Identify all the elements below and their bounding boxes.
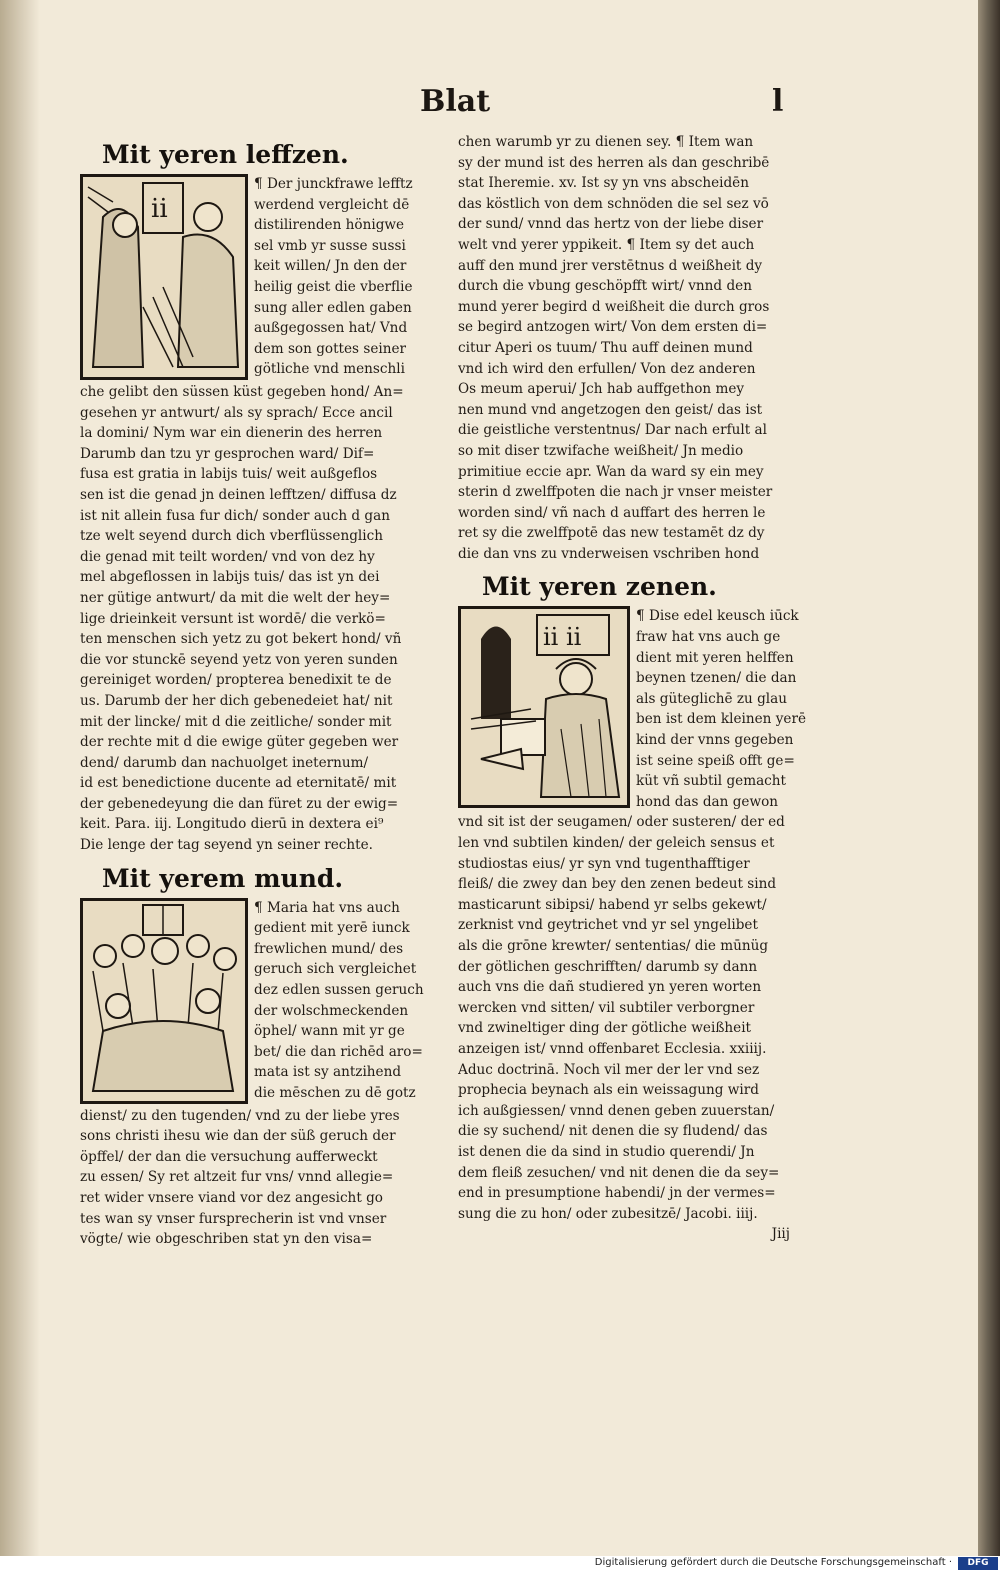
text-line: gereiniget worden/ propterea benedixit te de bbox=[80, 672, 392, 689]
text-line: end in presumptione habendi/ jn der vermes= bbox=[458, 1185, 776, 1202]
text-line: vögte/ wie obgeschriben stat yn den visa= bbox=[80, 1231, 373, 1248]
text-line: ¶ Der junckfrawe lefftz bbox=[254, 176, 413, 192]
text-line: Die lenge der tag seyend yn seiner rechte. bbox=[80, 837, 373, 854]
text-line: ¶ Maria hat vns auch bbox=[254, 899, 400, 916]
left-column bbox=[80, 140, 432, 1250]
pentecost-woodcut bbox=[80, 898, 248, 1104]
virgin-reading-woodcut bbox=[458, 606, 630, 808]
text-line: dez edlen sussen geruch bbox=[254, 982, 424, 999]
text-line: gesehen yr antwurt/ als sy sprach/ Ecce ancil bbox=[80, 404, 393, 421]
running-header: Blat bbox=[420, 84, 491, 119]
text-line: als die grōne krewter/ sententias/ die mūnüg bbox=[458, 937, 769, 954]
text-line: sons christi ihesu wie dan der süß geruch der bbox=[80, 1128, 396, 1145]
text-line: sung aller edlen gaben bbox=[254, 299, 412, 316]
text-line: die geistliche verstentnus/ Dar nach erfult al bbox=[458, 422, 767, 439]
text-line: Os meum aperui/ Jch hab auffgethon mey bbox=[458, 381, 745, 398]
section-mouth bbox=[80, 898, 432, 1250]
text-line: der gebenedeyung die dan füret zu der ewig= bbox=[80, 795, 399, 812]
text-line: frewlichen mund/ des bbox=[254, 940, 404, 957]
text-line: mata ist sy antzihend bbox=[254, 1064, 402, 1081]
text-line: öpffel/ der dan die versuchung aufferweckt bbox=[80, 1148, 378, 1165]
text-line: außgegossen hat/ Vnd bbox=[254, 320, 408, 337]
footer-credit: Digitalisierung gefördert durch die Deutsche Forschungsgemeinschaft · bbox=[594, 1557, 952, 1568]
section-title-mouth: Mit yerem mund. bbox=[102, 863, 344, 893]
text-line: gedient mit yerē iunck bbox=[254, 920, 410, 937]
right-top-lines bbox=[458, 132, 820, 564]
text-line: fraw hat vns auch ge bbox=[636, 629, 781, 646]
text-line: mit der lincke/ mit d die zeitliche/ sonder mit bbox=[80, 713, 392, 730]
gutter-shadow bbox=[0, 0, 40, 1556]
folio-number: l bbox=[772, 84, 784, 119]
text-line: der wolschmeckenden bbox=[254, 1002, 409, 1019]
text-line: ich außgiessen/ vnnd denen geben zuuerstan/ bbox=[458, 1102, 775, 1119]
text-line: id est benedictione ducente ad eternitatē/ mit bbox=[80, 775, 397, 792]
digitization-footer bbox=[0, 1556, 1000, 1572]
text-line: Aduc doctrinā. Noch vil mer der ler vnd sez bbox=[458, 1061, 760, 1078]
body-lines-mouth bbox=[80, 1106, 432, 1250]
text-line: vnd sit ist der seugamen/ oder susteren/ der ed bbox=[458, 814, 785, 831]
text-line: ner gütige antwurt/ da mit die welt der hey= bbox=[80, 589, 391, 606]
text-line: die sy suchend/ nit denen die sy fludend/ das bbox=[458, 1123, 768, 1140]
text-line: la domini/ Nym war ein dienerin des herren bbox=[80, 425, 383, 442]
text-line: tze welt seyend durch dich vberflüssenglich bbox=[80, 528, 383, 545]
text-line: beynen tzenen/ die dan bbox=[636, 670, 797, 687]
text-line: ist denen die da sind in studio querendi/ Jn bbox=[458, 1143, 755, 1160]
text-line: keit. Para. iij. Longitudo dierū in dextera ei⁹ bbox=[80, 816, 384, 833]
section-teeth bbox=[458, 606, 820, 1244]
signature-mark: Jiij bbox=[771, 1226, 790, 1243]
text-line: anzeigen ist/ vnnd offenbaret Ecclesia. xxiiij. bbox=[458, 1040, 767, 1057]
text-line: dienst/ zu den tugenden/ vnd zu der liebe yres bbox=[80, 1107, 400, 1124]
text-line: mund yerer begird d weißheit die durch gros bbox=[458, 298, 770, 315]
text-line: fusa est gratia in labijs tuis/ weit außgeflos bbox=[80, 466, 378, 483]
text-line: studiostas eius/ yr syn vnd tugenthafftiger bbox=[458, 855, 750, 872]
text-line: sy der mund ist des herren als dan geschribē bbox=[458, 154, 770, 171]
text-line: der götlichen geschrifften/ darumb sy dann bbox=[458, 958, 758, 975]
text-line: auff den mund jrer verstētnus d weißheit dy bbox=[458, 257, 763, 274]
text-line: götliche vnd menschli bbox=[254, 361, 405, 378]
text-line: ben ist dem kleinen yerē bbox=[636, 711, 807, 728]
text-line: dient mit yeren helffen bbox=[636, 649, 794, 666]
body-lines-teeth bbox=[458, 812, 820, 1244]
annunciation-woodcut bbox=[80, 174, 248, 380]
text-line: ten menschen sich yetz zu got bekert hond/ vñ bbox=[80, 631, 402, 648]
text-line: sen ist die genad jn deinen lefftzen/ diffusa dz bbox=[80, 486, 397, 503]
text-line: werdend vergleicht dē bbox=[254, 196, 410, 213]
text-line: stat Iheremie. xv. Ist sy yn vns abscheidēn bbox=[458, 175, 749, 192]
book-edge bbox=[978, 0, 1000, 1556]
text-line: dem fleiß zesuchen/ vnd nit denen die da sey= bbox=[458, 1164, 780, 1181]
text-line: mel abgeflossen in labijs tuis/ das ist yn dei bbox=[80, 569, 380, 586]
svg-text:ii: ii bbox=[151, 194, 168, 224]
section-title-teeth: Mit yeren zenen. bbox=[482, 572, 717, 602]
text-line: bet/ die dan richēd aro= bbox=[254, 1043, 423, 1060]
body-lines-lips bbox=[80, 382, 432, 856]
text-line: hond das dan gewon bbox=[636, 793, 779, 810]
text-line: ret sy die zwelffpotē das new testamēt dz dy bbox=[458, 525, 765, 542]
text-line: keit willen/ Jn den der bbox=[254, 258, 407, 275]
text-line: citur Aperi os tuum/ Thu auff deinen mund bbox=[458, 339, 753, 356]
text-line: als güteglichē zu glau bbox=[636, 690, 787, 707]
text-line: chen warumb yr zu dienen sey. ¶ Item wan bbox=[458, 134, 754, 150]
text-line: geruch sich vergleichet bbox=[254, 961, 417, 978]
text-line: durch die vbung geschöpfft wirt/ vnnd den bbox=[458, 278, 752, 295]
text-line: che gelibt den süssen küst gegeben hond/ An= bbox=[80, 384, 404, 400]
text-line: zerknist vnd geytrichet vnd yr sel yngelibet bbox=[458, 917, 758, 934]
text-line: zu essen/ Sy ret altzeit fur vns/ vnnd allegie= bbox=[80, 1169, 394, 1186]
text-line: prophecia beynach als ein weissagung wird bbox=[458, 1082, 759, 1099]
text-line: auch vns die dañ studiered yn yeren worten bbox=[458, 979, 762, 996]
text-line: sung die zu hon/ oder zubesitzē/ Jacobi. iiij. bbox=[458, 1205, 758, 1222]
text-line: kind der vnns gegeben bbox=[636, 732, 794, 749]
section-title-lips: Mit yeren leffzen. bbox=[102, 140, 349, 169]
text-line: ist nit allein fusa fur dich/ sonder auch d gan bbox=[80, 507, 390, 524]
text-line: wercken vnd sitten/ vil subtiler verborgner bbox=[458, 999, 755, 1016]
text-line: küt vñ subtil gemacht bbox=[636, 773, 787, 790]
text-line: ret wider vnsere viand vor dez angesicht go bbox=[80, 1190, 383, 1207]
text-line: Darumb dan tzu yr gesprochen ward/ Dif= bbox=[80, 445, 375, 462]
text-line: der rechte mit d die ewige güter gegeben wer bbox=[80, 734, 399, 751]
text-line: lige drieinkeit versunt ist wordē/ die verkö= bbox=[80, 610, 386, 627]
text-line: fleiß/ die zwey dan bey den zenen bedeut sind bbox=[458, 876, 777, 893]
text-line: masticarunt sibipsi/ habend yr selbs gekewt/ bbox=[458, 896, 767, 913]
text-line: die genad mit teilt worden/ vnd von dez hy bbox=[80, 548, 375, 565]
text-line: dem son gottes seiner bbox=[254, 340, 407, 357]
text-line: ist seine speiß offt ge= bbox=[636, 752, 795, 769]
text-line: der sund/ vnnd das hertz von der liebe diser bbox=[458, 216, 764, 233]
text-line: distilirenden hönigwe bbox=[254, 217, 405, 234]
text-line: se begird antzogen wirt/ Von dem ersten di= bbox=[458, 319, 768, 336]
text-line: heilig geist die vberflie bbox=[254, 278, 413, 295]
text-line: tes wan sy vnser fursprecherin ist vnd vnser bbox=[80, 1210, 387, 1227]
text-line: öphel/ wann mit yr ge bbox=[254, 1023, 405, 1040]
text-line: das köstlich von dem schnöden die sel sez vō bbox=[458, 195, 769, 212]
text-line: sterin d zwelffpoten die nach jr vnser meister bbox=[458, 484, 773, 501]
right-column bbox=[458, 132, 820, 1245]
text-line: us. Darumb der her dich gebenedeiet hat/ nit bbox=[80, 692, 393, 709]
dfg-logo: DFG bbox=[958, 1557, 998, 1570]
text-line: sel vmb yr susse sussi bbox=[254, 237, 406, 254]
text-line: vnd zwineltiger ding der götliche weißheit bbox=[458, 1020, 752, 1037]
text-line: so mit diser tzwifache weißheit/ Jn medio bbox=[458, 442, 744, 459]
section-lips bbox=[80, 174, 432, 856]
text-line: die dan vns zu vnderweisen vschriben hond bbox=[458, 545, 760, 562]
text-line: dend/ darumb dan nachuolget ineternum/ bbox=[80, 754, 369, 771]
text-line: primitiue eccie apr. Wan da ward sy ein mey bbox=[458, 463, 764, 480]
text-line: worden sind/ vñ nach d auffart des herren le bbox=[458, 504, 766, 521]
svg-text:ii ii: ii ii bbox=[543, 623, 582, 652]
text-line: vnd ich wird den erfullen/ Von dez anderen bbox=[458, 360, 756, 377]
text-line: ¶ Dise edel keusch iūck bbox=[636, 608, 799, 625]
text-line: welt vnd yerer yppikeit. ¶ Item sy det auch bbox=[458, 236, 755, 253]
text-line: len vnd subtilen kinden/ der geleich sensus et bbox=[458, 835, 775, 851]
text-line: die vor stunckē seyend yetz von yeren sunden bbox=[80, 651, 398, 668]
text-line: die mēschen zu dē gotz bbox=[254, 1085, 416, 1101]
text-line: nen mund vnd angetzogen den geist/ das ist bbox=[458, 401, 763, 418]
